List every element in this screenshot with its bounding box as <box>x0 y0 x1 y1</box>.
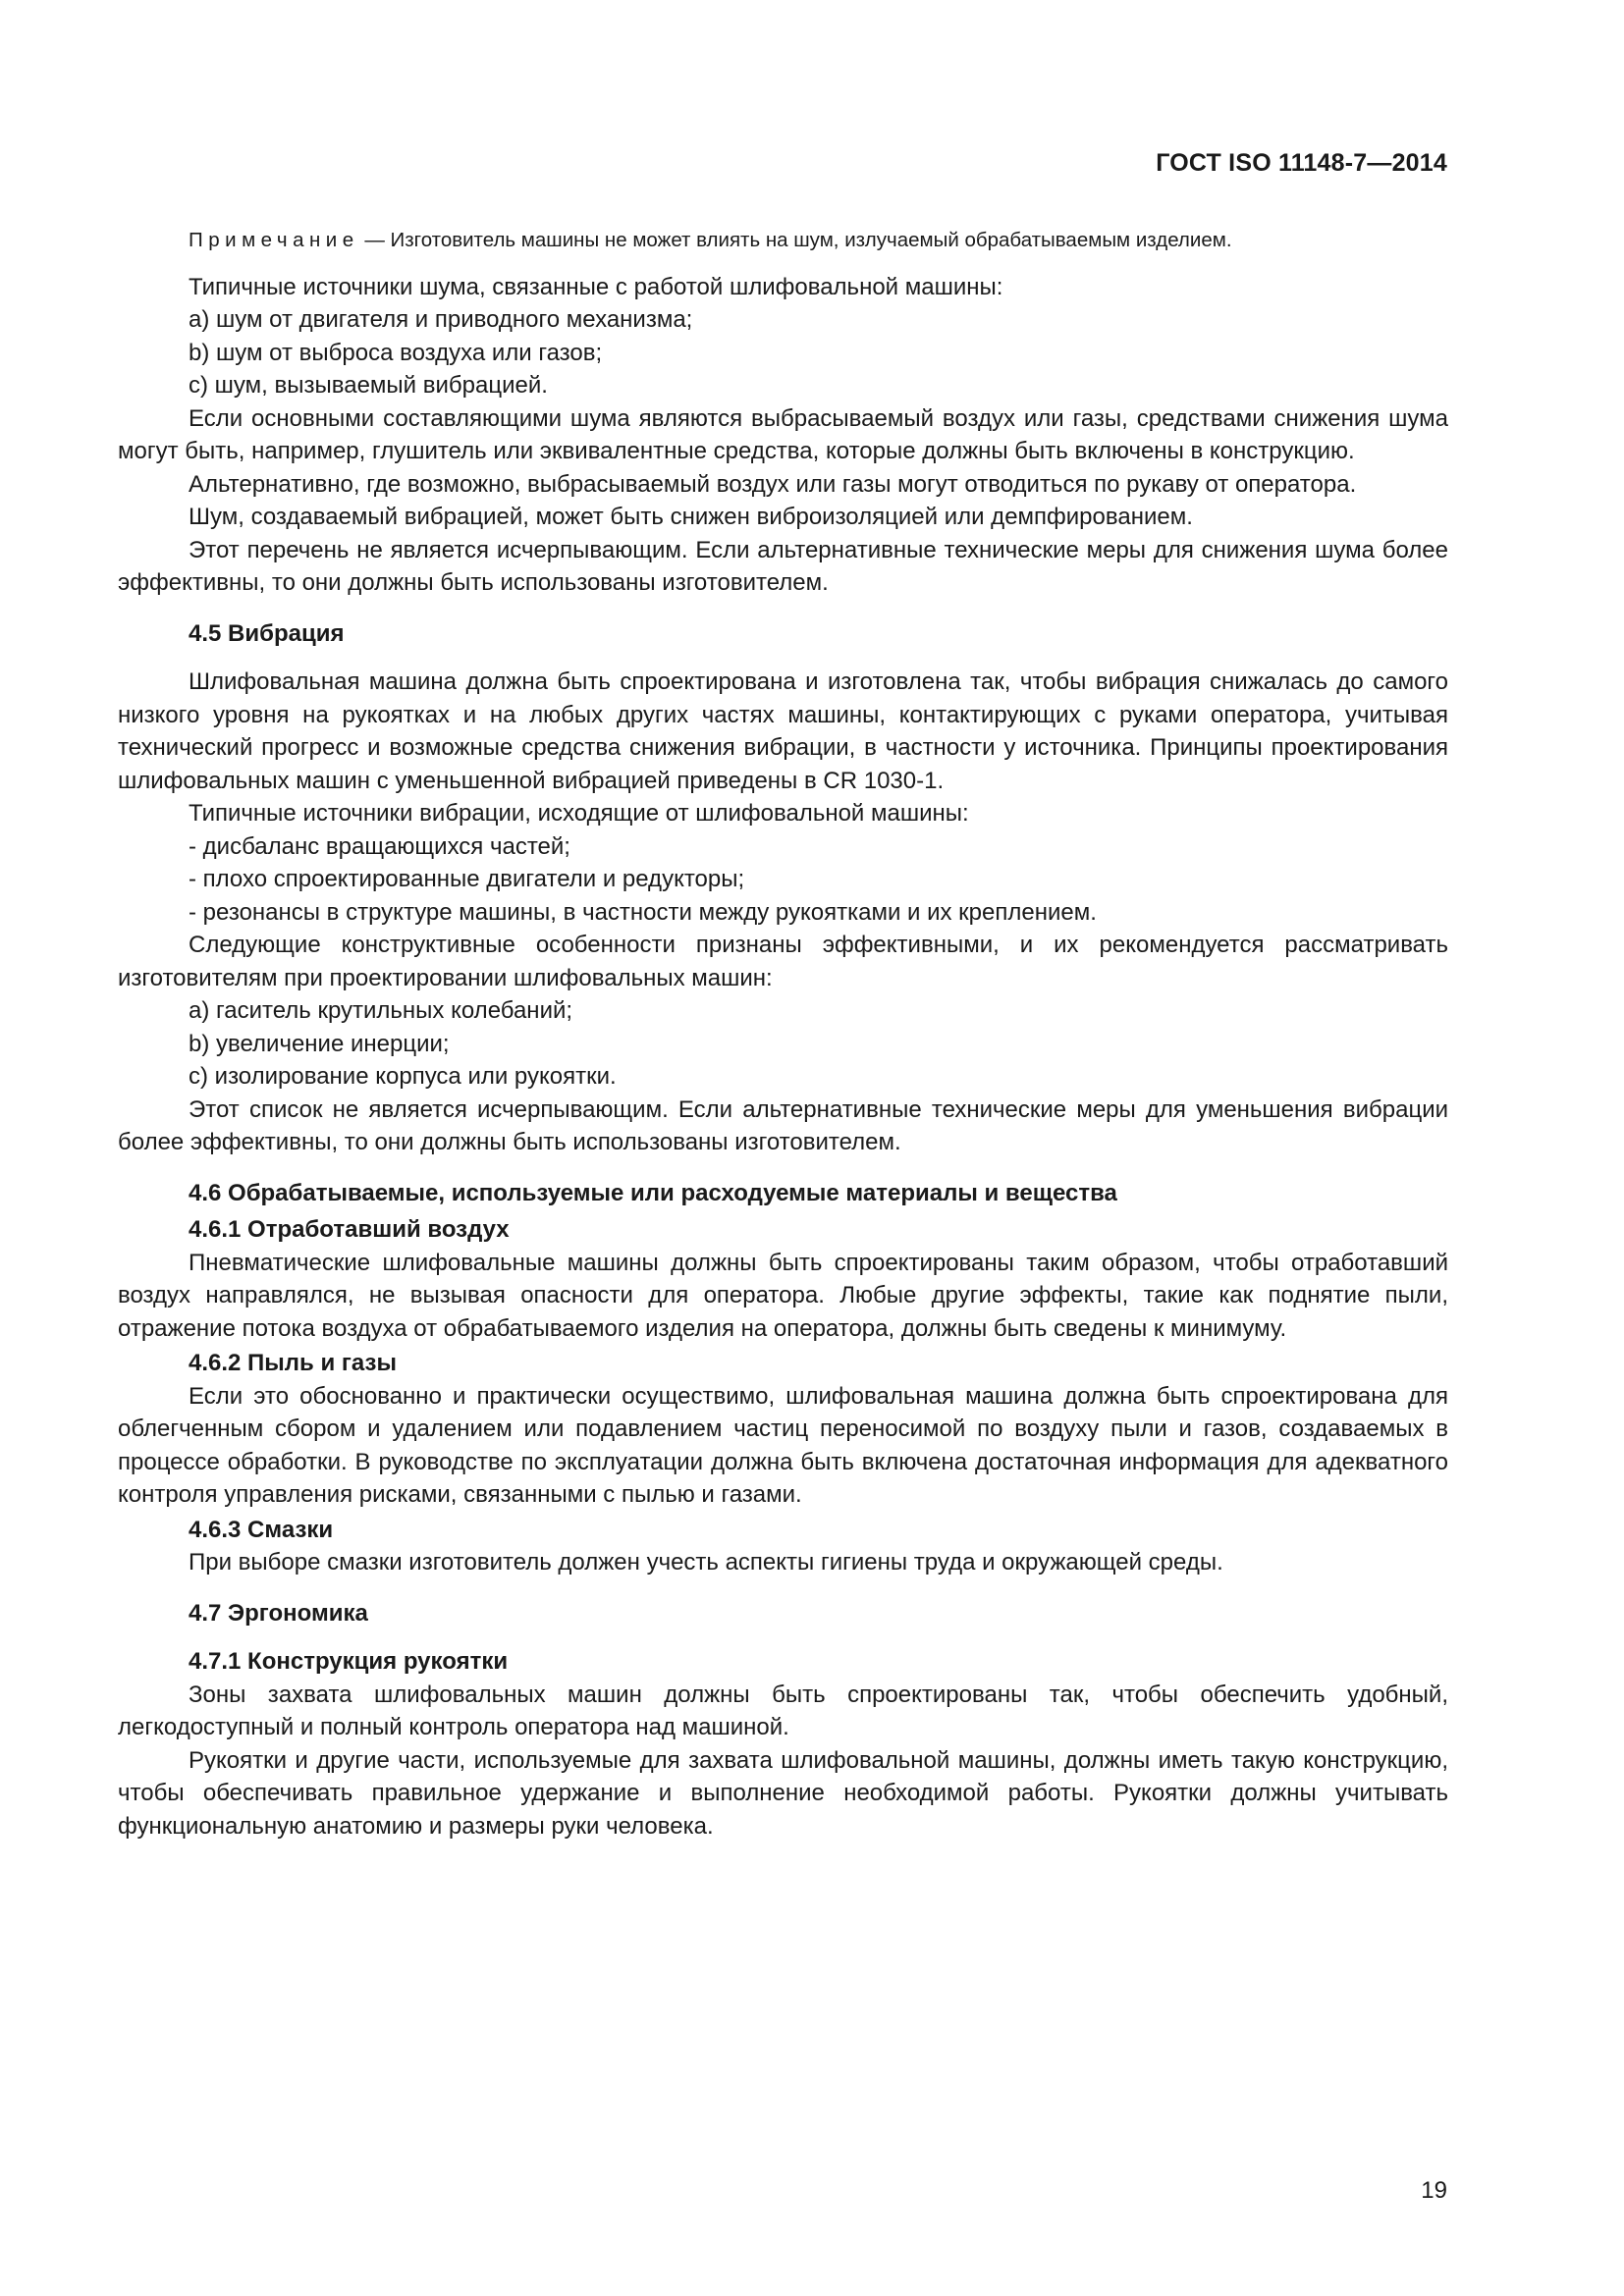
note-label: Примечание <box>189 229 359 251</box>
noise-item-b: b) шум от выброса воздуха или газов; <box>189 339 603 366</box>
document-header: ГОСТ ISO 11148-7—2014 <box>1156 149 1447 177</box>
noise-paragraph: Этот перечень не является исчерпывающим. Если альтернативные технические меры для снижения шума более эффективны, то они должны быть использованы изготовителем. <box>118 536 1448 596</box>
vibration-item-c: c) изолирование корпуса или рукоятки. <box>189 1063 617 1090</box>
noise-item-a: a) шум от двигателя и приводного механизма; <box>189 306 693 333</box>
vibration-dash-item: - плохо спроектированные двигатели и редукторы; <box>189 866 745 892</box>
note <box>118 224 1448 257</box>
vibration-paragraph: Следующие конструктивные особенности признаны эффективными, и их рекомендуется рассматривать изготовителям при проектировании шлифовальных машин: <box>118 932 1448 991</box>
vibration-item-b: b) увеличение инерции; <box>189 1030 450 1057</box>
handle-design-paragraph: Зоны захвата шлифовальных машин должны быть спроектированы так, чтобы обеспечить удобный, легкодоступный и полный контроль оператора над машиной. <box>118 1681 1448 1740</box>
subsection-heading-4-7-1: 4.7.1 Конструкция рукоятки <box>189 1648 509 1675</box>
section-heading-4-6: 4.6 Обрабатываемые, используемые или расходуемые материалы и вещества <box>189 1179 1117 1206</box>
section-heading-4-7: 4.7 Эргономика <box>189 1599 368 1627</box>
noise-paragraph: Альтернативно, где возможно, выбрасываемый воздух или газы могут отводиться по рукаву от оператора. <box>189 470 1357 498</box>
page-number: 19 <box>1421 2177 1447 2204</box>
dust-gases-paragraph: Если это обоснованно и практически осуществимо, шлифовальная машина должна быть спроектирована для облегченным сбором и удалением или подавлением частиц переносимой по воздуху пыли и газов, создаваемых в процессе обработки. В руководстве по эксплуатации должна быть включена достаточная информация для адекватного контроля управления рисками, связанными с пылью и газами. <box>118 1382 1448 1508</box>
noise-paragraph: Если основными составляющими шума являются выбрасываемый воздух или газы, средствами снижения шума могут быть, например, глушитель или эквивалентные средства, которые должны быть включены в конструкцию. <box>118 404 1448 464</box>
noise-paragraph: Шум, создаваемый вибрацией, может быть снижен виброизоляцией или демпфированием. <box>189 504 1193 530</box>
page-body <box>118 224 1448 1842</box>
subsection-heading-4-6-1: 4.6.1 Отработавший воздух <box>189 1216 510 1243</box>
subsection-heading-4-6-3: 4.6.3 Смазки <box>189 1516 334 1543</box>
vibration-paragraph: Шлифовальная машина должна быть спроектирована и изготовлена так, чтобы вибрация снижалась до самого низкого уровня на рукоятках и на любых других частях машины, контактирующих с руками оператора, учитывая технический прогресс и возможные средства снижения вибрации, в частности у источника. Принципы проектирования шлифовальных машин с уменьшенной вибрацией приведены в CR 1030-1. <box>118 668 1448 794</box>
lubricants-paragraph: При выборе смазки изготовитель должен учесть аспекты гигиены труда и окружающей среды. <box>189 1549 1223 1575</box>
section-heading-4-5: 4.5 Вибрация <box>189 619 345 647</box>
noise-item-c: c) шум, вызываемый вибрацией. <box>189 372 548 399</box>
vibration-dash-item: - дисбаланс вращающихся частей; <box>189 832 570 860</box>
subsection-heading-4-6-2: 4.6.2 Пыль и газы <box>189 1350 397 1376</box>
vibration-item-a: a) гаситель крутильных колебаний; <box>189 997 573 1024</box>
handle-design-paragraph: Рукоятки и другие части, используемые для захвата шлифовальной машины, должны иметь такую конструкцию, чтобы обеспечивать правильное удержание и выполнение необходимой работы. Рукоятки должны учитывать функциональную анатомию и размеры руки человека. <box>118 1746 1448 1840</box>
exhaust-air-paragraph: Пневматические шлифовальные машины должны быть спроектированы таким образом, чтобы отработавший воздух направлялся, не вызывая опасности для оператора. Любые другие эффекты, такие как поднятие пыли, отражение потока воздуха от обрабатываемого изделия на оператора, должны быть сведены к минимуму. <box>118 1249 1448 1342</box>
note-text: — Изготовитель машины не может влиять на шум, излучаемый обрабатываемым изделием. <box>358 229 1232 251</box>
vibration-paragraph: Этот список не является исчерпывающим. Если альтернативные технические меры для уменьшения вибрации более эффективны, то они должны быть использованы изготовителем. <box>118 1095 1448 1155</box>
noise-intro: Типичные источники шума, связанные с работой шлифовальной машины: <box>189 273 1003 300</box>
vibration-paragraph: Типичные источники вибрации, исходящие от шлифовальной машины: <box>189 800 969 827</box>
vibration-dash-item: - резонансы в структуре машины, в частности между рукоятками и их креплением. <box>189 898 1097 926</box>
